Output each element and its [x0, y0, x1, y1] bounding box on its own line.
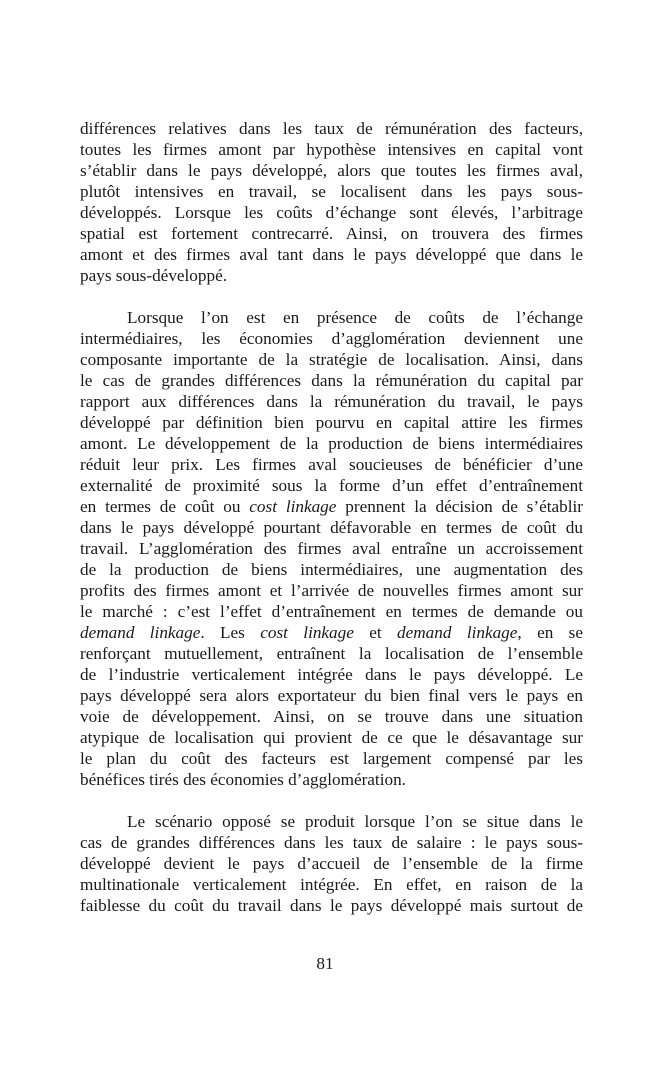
text-segment: composante importante de la stratégie de localisation. Ainsi, dans: [80, 350, 583, 369]
text-segment: renforçant mutuellement, entraînent la localisation de l’ensemble: [80, 644, 583, 663]
text-line: [80, 454, 583, 475]
text-line: [80, 832, 583, 853]
text-segment: bénéfices tirés des économies d’agglomération.: [80, 770, 406, 789]
text-line: [80, 307, 583, 328]
text-segment: rapport aux différences dans la rémunération du travail, le pays: [80, 392, 583, 411]
text-line: [80, 727, 583, 748]
text-line: [80, 559, 583, 580]
page-number: 81: [316, 954, 334, 973]
text-segment: prennent la décision de s’établir: [336, 497, 583, 516]
text-line: [80, 433, 583, 454]
body-text: [80, 118, 583, 916]
text-segment: voie de développement. Ainsi, on se trouve dans une situation: [80, 707, 583, 726]
text-line: [80, 139, 583, 160]
text-segment: spatial est fortement contrecarré. Ainsi, on trouvera des firmes: [80, 224, 583, 243]
italic-term: demand linkage: [397, 623, 518, 642]
text-line: [80, 328, 583, 349]
text-segment: pays sous-développé.: [80, 266, 228, 285]
text-segment: le cas de grandes différences dans la rémunération du capital par: [80, 371, 583, 390]
text-line: [80, 748, 583, 769]
text-line: [80, 118, 583, 139]
paragraph: [80, 811, 583, 916]
text-segment: s’établir dans le pays développé, alors que toutes les firmes aval,: [80, 161, 583, 180]
text-line: [80, 412, 583, 433]
text-segment: toutes les firmes amont par hypothèse intensives en capital vont: [80, 140, 583, 159]
text-segment: Le scénario opposé se produit lorsque l’on se situe dans le: [127, 812, 583, 831]
text-segment: le marché : c’est l’effet d’entraînement en termes de demande ou: [80, 602, 583, 621]
text-segment: . Les: [200, 623, 261, 642]
text-line: [80, 160, 583, 181]
text-segment: pays développé sera alors exportateur du bien final vers le pays en: [80, 686, 583, 705]
text-segment: intermédiaires, les économies d’agglomération deviennent une: [80, 329, 583, 348]
text-line: [80, 874, 583, 895]
text-segment: multinationale verticalement intégrée. En effet, en raison de la: [80, 875, 583, 894]
text-line: [80, 496, 583, 517]
italic-term: cost linkage: [249, 497, 337, 516]
text-segment: externalité de proximité sous la forme d’un effet d’entraînement: [80, 476, 583, 495]
text-segment: cas de grandes différences dans les taux de salaire : le pays sous-: [80, 833, 583, 852]
text-line: [80, 853, 583, 874]
text-segment: développé devient le pays d’accueil de l’ensemble de la firme: [80, 854, 583, 873]
text-segment: de la production de biens intermédiaires, une augmentation des: [80, 560, 583, 579]
text-line: [80, 475, 583, 496]
text-line: [80, 622, 583, 643]
text-line: [80, 202, 583, 223]
text-line: [80, 517, 583, 538]
text-line: [80, 769, 583, 790]
text-segment: de l’industrie verticalement intégrée dans le pays développé. Le: [80, 665, 583, 684]
text-line: [80, 181, 583, 202]
text-segment: amont. Le développement de la production de biens intermédiaires: [80, 434, 583, 453]
text-line: [80, 244, 583, 265]
text-line: [80, 664, 583, 685]
text-line: [80, 349, 583, 370]
text-line: [80, 811, 583, 832]
text-segment: en termes de coût ou: [80, 497, 250, 516]
text-segment: faiblesse du coût du travail dans le pays développé mais surtout de: [80, 896, 583, 915]
text-line: [80, 265, 583, 286]
text-line: [80, 643, 583, 664]
text-segment: dans le pays développé pourtant défavorable en termes de coût du: [80, 518, 583, 537]
text-segment: et: [353, 623, 398, 642]
text-line: [80, 370, 583, 391]
text-segment: développés. Lorsque les coûts d’échange sont élevés, l’arbitrage: [80, 203, 583, 222]
text-segment: Lorsque l’on est en présence de coûts de l’échange: [127, 308, 583, 327]
italic-term: demand linkage: [80, 623, 201, 642]
text-segment: le plan du coût des facteurs est largement compensé par les: [80, 749, 583, 768]
text-segment: atypique de localisation qui provient de ce que le désavantage sur: [80, 728, 583, 747]
text-segment: travail. L’agglomération des firmes aval entraîne un accroissement: [80, 539, 583, 558]
text-segment: plutôt intensives en travail, se localisent dans les pays sous-: [80, 182, 583, 201]
text-line: [80, 895, 583, 916]
paragraph: [80, 118, 583, 286]
text-segment: , en se: [517, 623, 583, 642]
paragraph: [80, 307, 583, 790]
text-line: [80, 538, 583, 559]
italic-term: cost linkage: [260, 623, 354, 642]
text-line: [80, 706, 583, 727]
text-line: [80, 223, 583, 244]
text-line: [80, 580, 583, 601]
text-segment: développé par définition bien pourvu en capital attire les firmes: [80, 413, 583, 432]
text-segment: profits des firmes amont et l’arrivée de nouvelles firmes amont sur: [80, 581, 583, 600]
text-segment: différences relatives dans les taux de rémunération des facteurs,: [80, 119, 583, 138]
text-segment: amont et des firmes aval tant dans le pays développé que dans le: [80, 245, 583, 264]
text-line: [80, 601, 583, 622]
text-line: [80, 391, 583, 412]
text-line: [80, 685, 583, 706]
text-segment: réduit leur prix. Les firmes aval soucieuses de bénéficier d’une: [80, 455, 583, 474]
